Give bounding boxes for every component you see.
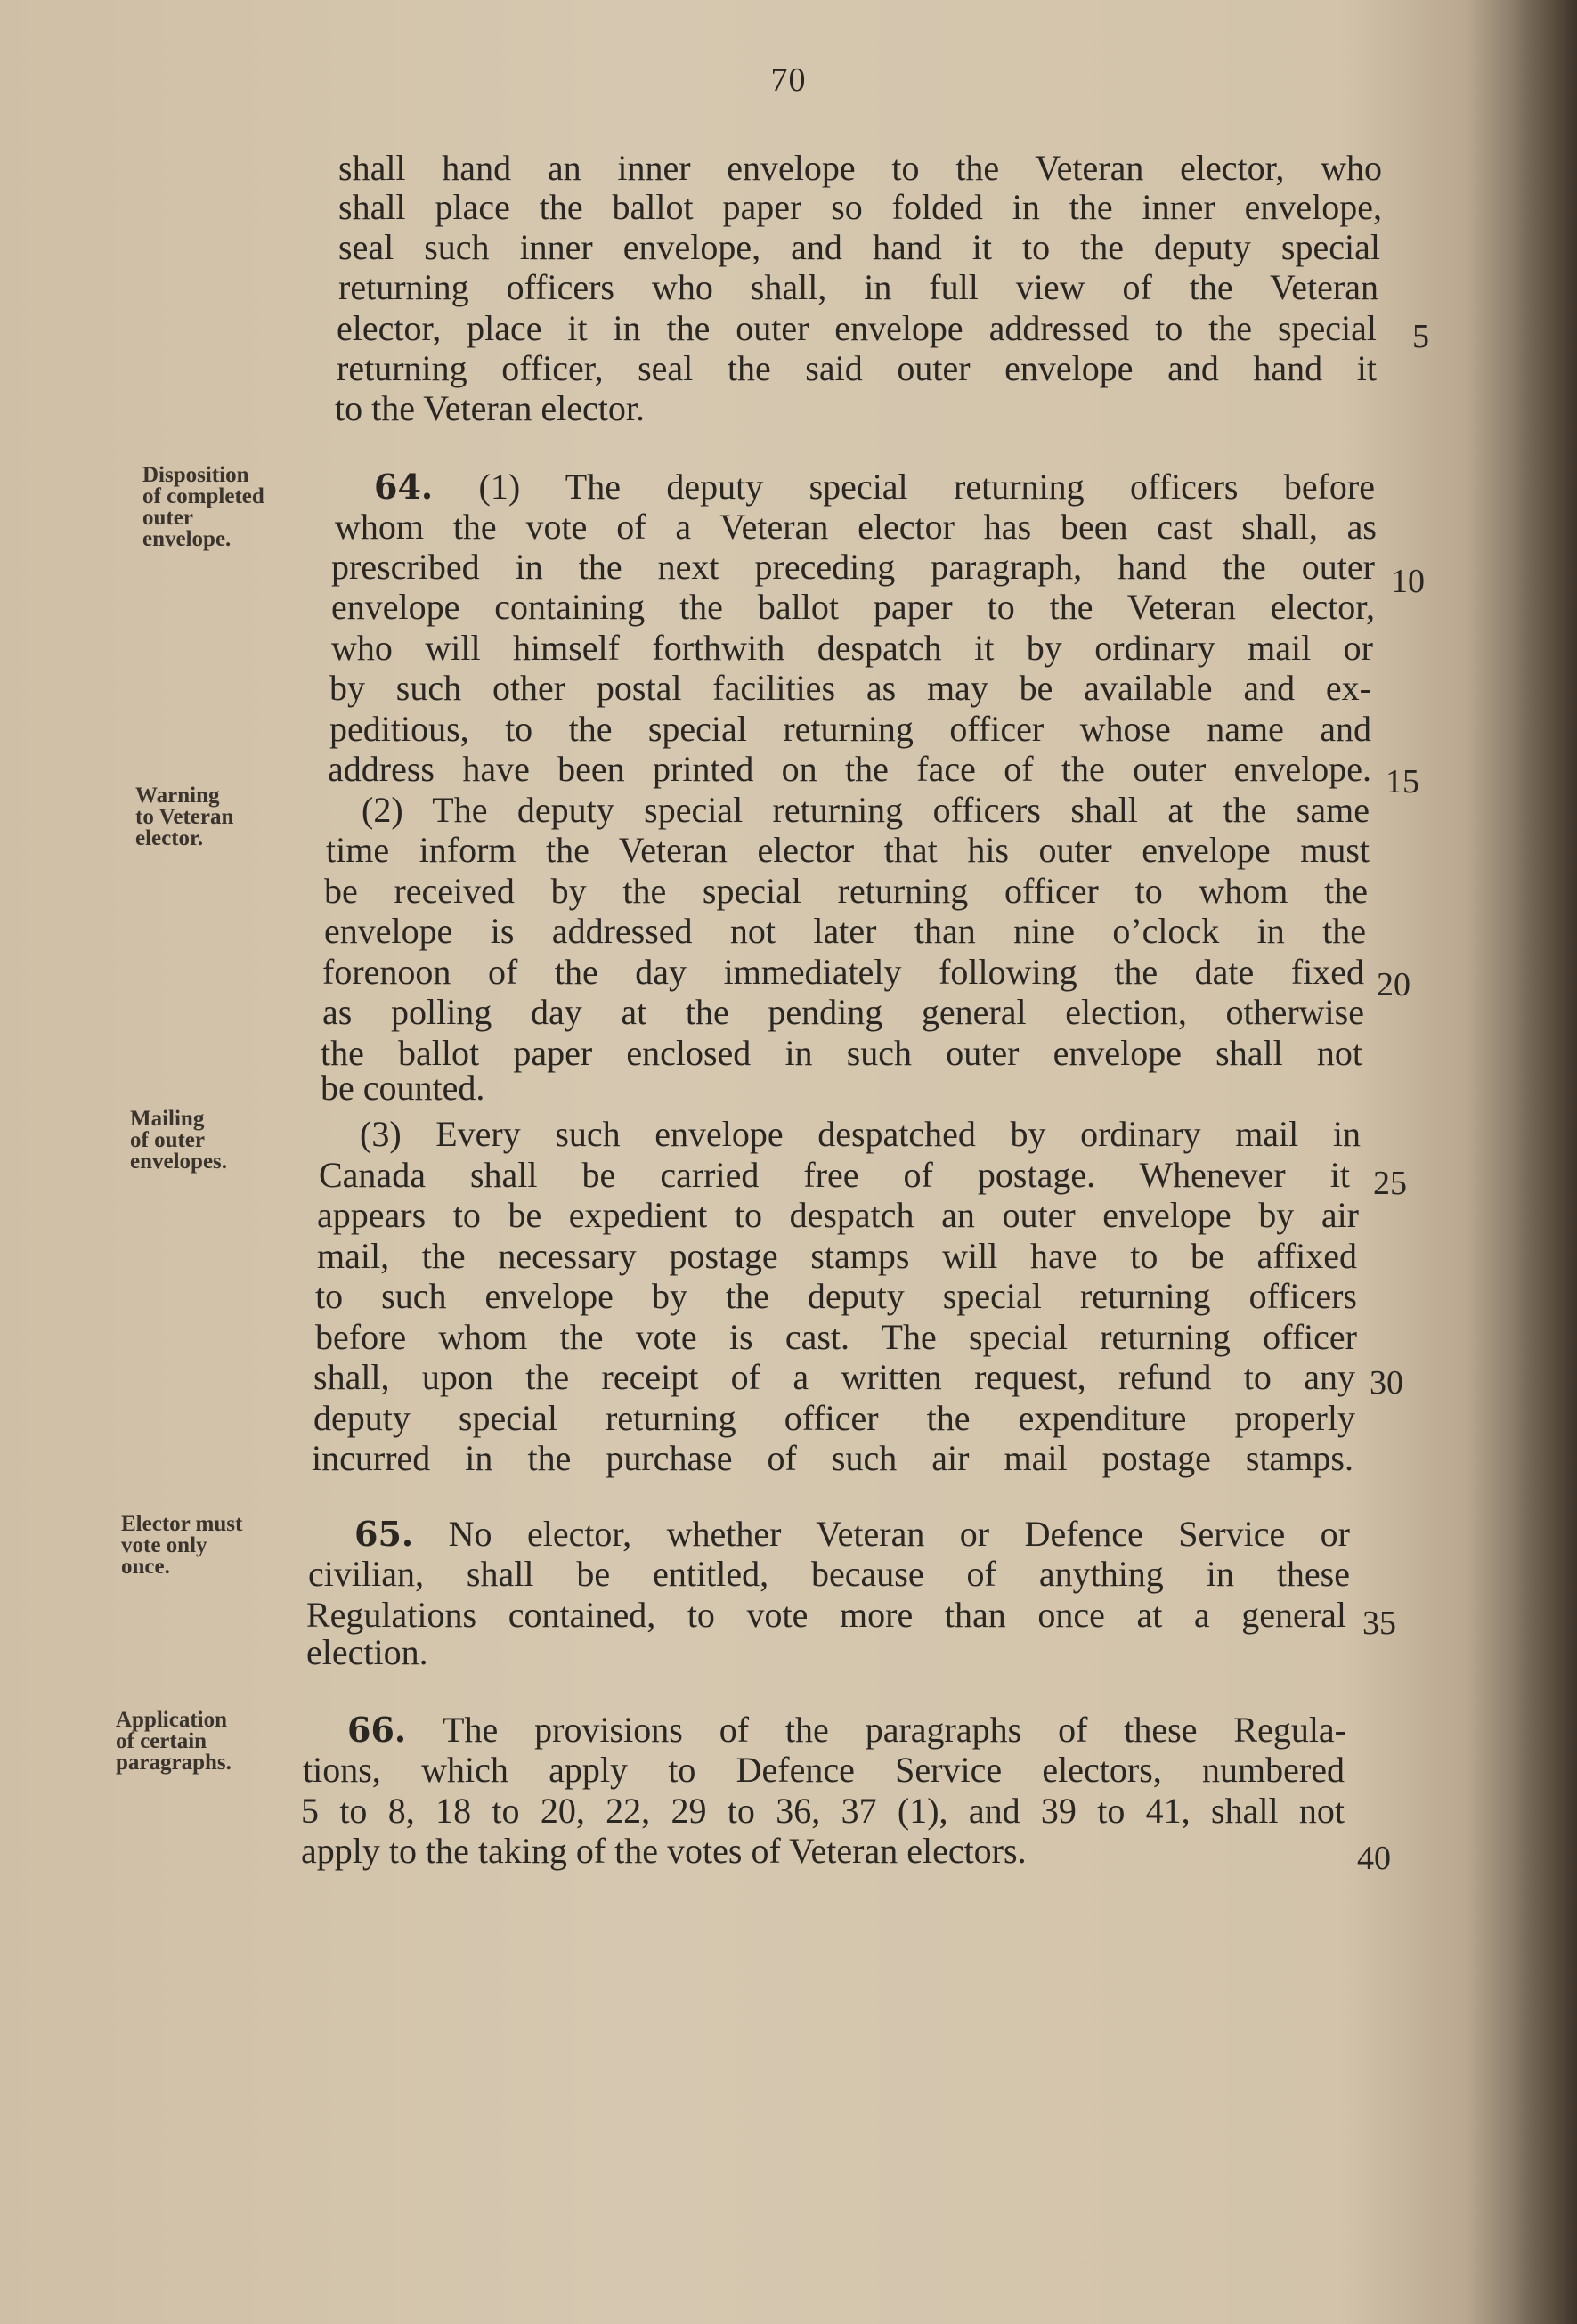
text-line: elector, place it in the outer envelope addressed to the special xyxy=(337,308,1377,348)
text-line: the ballot paper enclosed in such outer envelope shall not xyxy=(321,1033,1362,1073)
text-line: be counted. xyxy=(321,1068,485,1108)
page-number: 70 xyxy=(770,61,807,99)
line-number: 35 xyxy=(1362,1605,1396,1642)
text-line: Regulations contained, to vote more than once at a general xyxy=(306,1595,1346,1635)
text-line: 64. (1) The deputy special returning officers before xyxy=(374,467,1376,507)
book-gutter-shadow xyxy=(1514,0,1577,2324)
text-line: to the Veteran elector. xyxy=(335,388,646,428)
text-line: peditious, to the special returning officer whose name and xyxy=(329,709,1371,749)
text-line: before whom the vote is cast. The special returning officer xyxy=(315,1317,1357,1357)
text-line: apply to the taking of the votes of Veteran electors. xyxy=(301,1831,1027,1871)
margin-note-warning: Warning to Veteran elector. xyxy=(135,784,234,850)
text-line: time inform the Veteran elector that his outer envelope must xyxy=(326,830,1370,870)
text-line: (3) Every such envelope despatched by ordinary mail in xyxy=(360,1114,1361,1154)
paragraph-number-64: 64. xyxy=(374,467,434,507)
text-line: mail, the necessary postage stamps will have to be affixed xyxy=(317,1236,1357,1276)
text-line: Canada shall be carried free of postage. Whenever it xyxy=(319,1155,1350,1195)
line-number: 10 xyxy=(1391,563,1425,600)
text-line: tions, which apply to Defence Service electors, numbered xyxy=(303,1750,1345,1790)
margin-note-disposition: Disposition of completed outer envelope. xyxy=(142,463,264,551)
paragraph-number-65: 65. xyxy=(354,1514,414,1554)
text-line: to such envelope by the deputy special returning officers xyxy=(315,1276,1357,1316)
line-number: 15 xyxy=(1386,763,1419,800)
text-line: prescribed in the next preceding paragraph, hand the outer xyxy=(331,547,1375,587)
text-line: (2) The deputy special returning officers shall at the same xyxy=(362,790,1370,830)
text-line: deputy special returning officer the expenditure properly xyxy=(313,1398,1355,1438)
line-number: 5 xyxy=(1412,318,1429,355)
text-line: forenoon of the day immediately following the date fixed xyxy=(322,952,1364,992)
line-number: 40 xyxy=(1357,1840,1391,1877)
margin-note-mailing: Mailing of outer envelopes. xyxy=(130,1107,228,1174)
text-line: whom the vote of a Veteran elector has been cast shall, as xyxy=(335,507,1377,547)
text-line: civilian, shall be entitled, because of anything in these xyxy=(308,1554,1350,1594)
text-line: shall place the ballot paper so folded in the inner envelope, xyxy=(338,187,1382,227)
text-line: shall, upon the receipt of a written request, refund to any xyxy=(313,1357,1355,1397)
text-line: shall hand an inner envelope to the Veteran elector, who xyxy=(338,148,1382,188)
text-line: address have been printed on the face of the outer envelope. xyxy=(328,749,1371,789)
text-line: seal such inner envelope, and hand it to the deputy special xyxy=(338,227,1380,267)
text-line: 65. No elector, whether Veteran or Defence Service or xyxy=(354,1514,1350,1554)
text-line: incurred in the purchase of such air mail postage stamps. xyxy=(312,1438,1353,1478)
line-number: 30 xyxy=(1370,1364,1403,1402)
paragraph-number-66: 66. xyxy=(347,1710,407,1750)
text-line: 66. The provisions of the paragraphs of these Regula- xyxy=(347,1710,1346,1750)
text-line: envelope containing the ballot paper to the Veteran elector, xyxy=(331,587,1375,627)
text-line: who will himself forthwith despatch it by ordinary mail or xyxy=(331,628,1373,668)
text-line: by such other postal facilities as may be available and ex- xyxy=(329,668,1371,708)
text-line: envelope is addressed not later than nine o’clock in the xyxy=(324,911,1366,951)
text-line: returning officer, seal the said outer envelope and hand it xyxy=(337,348,1377,388)
margin-note-application: Application of certain paragraphs. xyxy=(116,1708,232,1775)
text-line: appears to be expedient to despatch an outer envelope by air xyxy=(317,1195,1359,1235)
text-line: be received by the special returning officer to whom the xyxy=(324,871,1368,911)
margin-note-elector-once: Elector must vote only once. xyxy=(121,1512,243,1579)
line-number: 25 xyxy=(1373,1165,1407,1202)
line-number: 20 xyxy=(1377,966,1410,1004)
text-line: as polling day at the pending general election, otherwise xyxy=(322,992,1364,1032)
text-line: returning officers who shall, in full view of the Veteran xyxy=(338,267,1378,307)
text-line: 5 to 8, 18 to 20, 22, 29 to 36, 37 (1), and 39 to 41, shall not xyxy=(301,1791,1345,1831)
text-line: election. xyxy=(306,1632,428,1672)
